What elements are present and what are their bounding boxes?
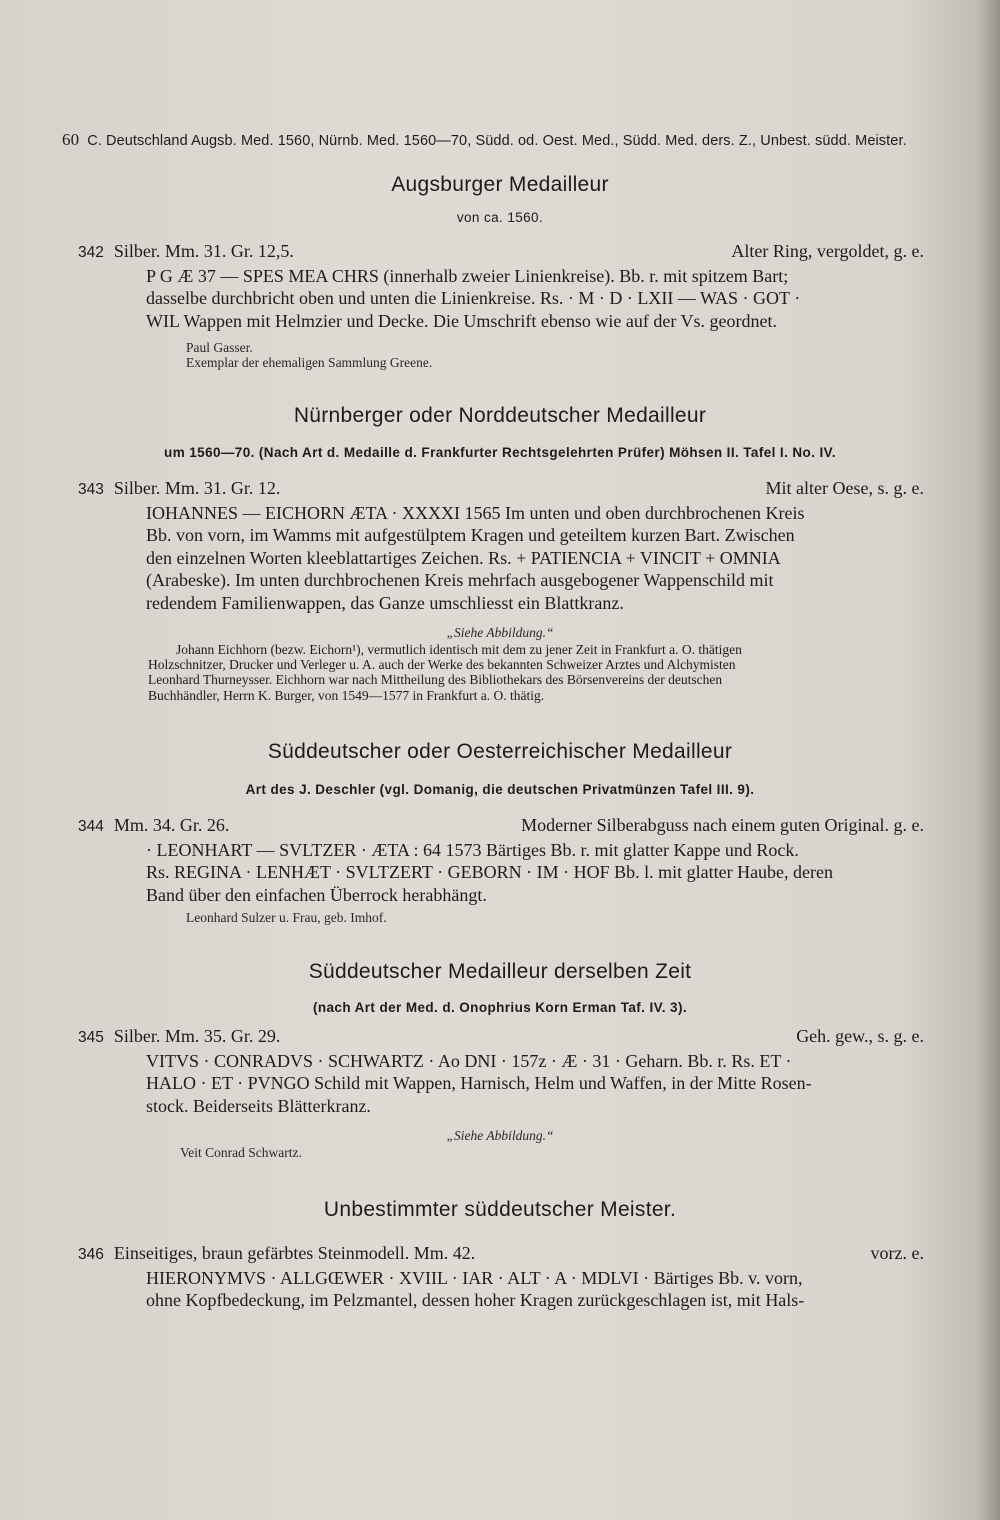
running-head-text: C. Deutschland Augsb. Med. 1560, Nürnb. Med. 1560—70, Südd. od. Oest. Med., Südd. Med. ders. Z., Unbest. südd. Meister. <box>87 133 907 149</box>
section-heading-unbestimmt: Unbestimmter süddeutscher Meister. <box>323 1198 677 1221</box>
entry-number: 346 <box>78 1246 104 1263</box>
entry-number: 344 <box>78 818 104 835</box>
entry-notes-345 <box>180 1145 302 1160</box>
note-line: Veit Conrad Schwartz. <box>180 1145 302 1160</box>
entry-notes-344 <box>186 910 387 925</box>
section-heading-nuernberg: Nürnberger oder Norddeutscher Medailleur <box>293 404 707 427</box>
section-subheading-augsburg: von ca. 1560. <box>456 210 544 225</box>
entry-metadata: Silber. Mm. 31. Gr. 12,5. <box>113 241 294 261</box>
running-head <box>62 130 932 150</box>
entry-line: den einzelnen Worten kleeblattartiges Zeichen. Rs. + PATIENCIA + VINCIT + OMNIA <box>146 547 781 568</box>
note-line: Paul Gasser. <box>186 340 253 355</box>
entry-line: stock. Beiderseits Blätterkranz. <box>146 1095 371 1116</box>
entry-number: 343 <box>78 481 104 498</box>
footnote-line: Holzschnitzer, Drucker und Verleger u. A. auch der Werke des bekannten Schweizer Arztes und Alchymisten <box>148 657 736 673</box>
entry-condition: Mit alter Oese, s. g. e. <box>765 478 924 498</box>
entry-condition: Alter Ring, vergoldet, g. e. <box>731 241 924 261</box>
section-heading-sueddeutsch-oesterreich: Süddeutscher oder Oesterreichischer Medailleur <box>267 740 733 763</box>
section-heading-augsburg: Augsburger Medailleur <box>391 173 609 196</box>
entry-number: 342 <box>78 244 104 261</box>
catalog-entry-342 <box>78 240 924 332</box>
catalog-entry-343 <box>78 477 924 614</box>
footnote-line: Buchhändler, Herrn K. Burger, von 1549—1577 in Frankfurt a. O. thätig. <box>148 687 545 703</box>
section-subheading-nuernberg: um 1560—70. (Nach Art d. Medaille d. Frankfurter Rechtsgelehrten Prüfer) Möhsen II. Tafel I. No. IV. <box>164 445 836 460</box>
entry-line: · LEONHART — SVLTZER · ÆTA : 64 1573 Bärtiges Bb. r. mit glatter Kappe und Rock. <box>146 839 799 860</box>
entry-condition: Moderner Silberabguss nach einem guten Original. g. e. <box>521 815 924 835</box>
catalog-entry-344 <box>78 814 924 906</box>
entry-line: dasselbe durchbricht oben und unten die Linienkreise. Rs. · M · D · LXII — WAS · GOT · <box>146 288 801 308</box>
entry-line: HALO · ET · PVNGO Schild mit Wappen, Harnisch, Helm und Waffen, in der Mitte Rosen- <box>146 1073 812 1093</box>
entry-line: Band über den einfachen Überrock herabhängt. <box>146 884 487 905</box>
entry-notes-342 <box>186 340 432 370</box>
entry-first-line <box>78 814 924 839</box>
footnote-line: Leonhard Thurneysser. Eichhorn war nach Mittheilung des Bibliothekars des Börsenvereins der deutschen <box>148 672 723 688</box>
entry-line: Bb. von vorn, im Wamms mit aufgestülptem Kragen und geteiltem kurzen Bart. Zwischen <box>146 525 795 545</box>
entry-line: (Arabeske). Im unten durchbrochenen Kreis mehrfach ausgebogener Wappenschild mit <box>146 570 774 590</box>
entry-line: ohne Kopfbedeckung, im Pelzmantel, dessen hoher Kragen zurückgeschlagen ist, mit Hals- <box>146 1290 805 1310</box>
entry-metadata: Mm. 34. Gr. 26. <box>113 815 230 835</box>
catalog-entry-345 <box>78 1025 924 1117</box>
entry-metadata: Einseitiges, braun gefärbtes Steinmodell. Mm. 42. <box>113 1243 476 1263</box>
entry-condition: vorz. e. <box>870 1243 924 1263</box>
section-subheading-sueddeutsch-oesterreich: Art des J. Deschler (vgl. Domanig, die deutschen Privatmünzen Tafel III. 9). <box>245 782 755 797</box>
entry-number: 345 <box>78 1029 104 1046</box>
entry-line: P G Æ 37 — SPES MEA CHRS (innerhalb zweier Linienkreise). Bb. r. mit spitzem Bart; <box>146 265 789 286</box>
figure-reference: „Siehe Abbildung.“ <box>446 625 554 640</box>
entry-metadata: Silber. Mm. 35. Gr. 29. <box>113 1026 281 1046</box>
footnote-line: Johann Eichhorn (bezw. Eichorn¹), vermutlich identisch mit dem zu jener Zeit in Frankfurt a. O. thätigen <box>176 642 742 657</box>
entry-metadata: Silber. Mm. 31. Gr. 12. <box>113 478 281 498</box>
entry-first-line <box>78 1025 924 1050</box>
section-subheading-sueddeutsch-zeit: (nach Art der Med. d. Onophrius Korn Erman Taf. IV. 3). <box>312 1000 688 1015</box>
figure-reference: „Siehe Abbildung.“ <box>446 1128 554 1143</box>
entry-condition: Geh. gew., s. g. e. <box>796 1026 924 1046</box>
entry-line: IOHANNES — EICHORN ÆTA · XXXXI 1565 Im unten und oben durchbrochenen Kreis <box>146 502 805 523</box>
entry-line: redendem Familienwappen, das Ganze umschliesst ein Blattkranz. <box>146 592 624 613</box>
entry-line: HIERONYMVS · ALLGŒWER · XVIIL · IAR · ALT · A · MDLVI · Bärtiges Bb. v. vorn, <box>146 1267 803 1288</box>
note-line: Exemplar der ehemaligen Sammlung Greene. <box>186 355 433 370</box>
page-number: 60 <box>62 130 80 149</box>
catalog-entry-346 <box>78 1242 924 1312</box>
section-heading-sueddeutsch-zeit: Süddeutscher Medailleur derselben Zeit <box>308 960 692 983</box>
entry-line: Rs. REGINA · LENHÆT · SVLTZERT · GEBORN · IM · HOF Bb. l. mit glatter Haube, deren <box>146 862 834 882</box>
entry-line: WIL Wappen mit Helmzier und Decke. Die Umschrift ebenso wie auf der Vs. geordnet. <box>146 310 778 331</box>
entry-footnote-343 <box>148 642 924 703</box>
entry-line: VITVS · CONRADVS · SCHWARTZ · Ao DNI · 157z · Æ · 31 · Geharn. Bb. r. Rs. ET · <box>146 1050 792 1071</box>
entry-first-line <box>78 477 924 502</box>
note-line: Leonhard Sulzer u. Frau, geb. Imhof. <box>186 910 387 925</box>
entry-first-line <box>78 1242 924 1267</box>
entry-first-line <box>78 240 924 265</box>
